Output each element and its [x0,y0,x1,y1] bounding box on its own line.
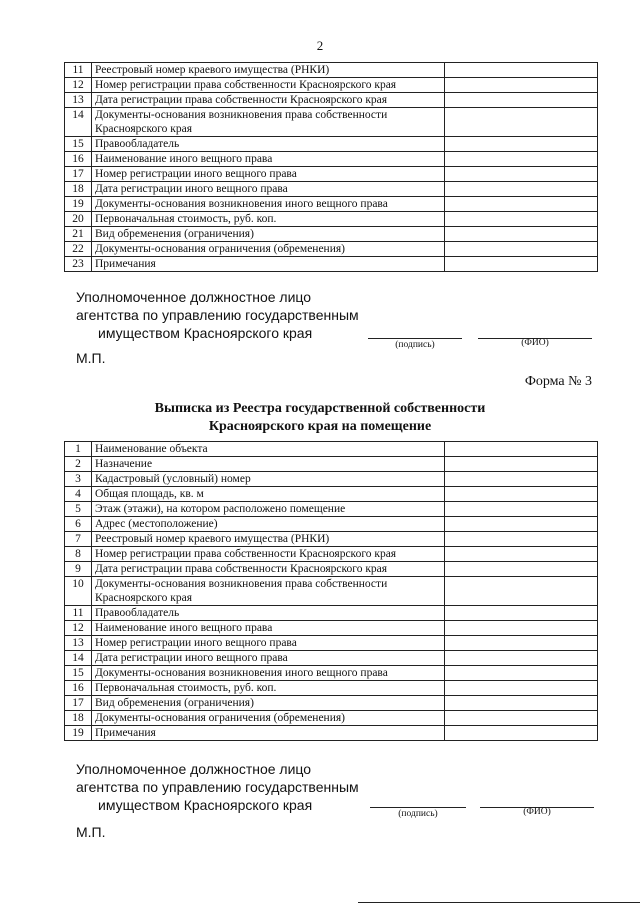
row-value [445,442,598,457]
row-label: Документы-основания возникновения права собственности Красноярского края [92,577,445,606]
row-number: 19 [65,726,92,741]
row-value [445,532,598,547]
signature-line-1 [368,338,462,339]
table-body [65,63,598,272]
row-number: 22 [65,242,92,257]
row-value [445,457,598,472]
row-value [445,212,598,227]
row-number: 14 [65,108,92,137]
row-number: 18 [65,182,92,197]
row-value [445,182,598,197]
table-row [65,108,598,137]
row-number: 15 [65,137,92,152]
row-value [445,621,598,636]
signature-caption-2: (подпись) [398,809,438,819]
row-number: 5 [65,502,92,517]
row-value [445,257,598,272]
official-line-3: имуществом Красноярского края [98,325,313,341]
row-label: Правообладатель [92,606,445,621]
row-label: Дата регистрации права собственности Красноярского края [92,93,445,108]
row-label: Назначение [92,457,445,472]
table-row [65,621,598,636]
official-block-1 [76,288,359,342]
row-number: 10 [65,577,92,606]
row-value [445,167,598,182]
row-number: 16 [65,681,92,696]
stamp-place-1: М.П. [76,350,106,366]
registry-table-premises [64,441,598,741]
row-number: 16 [65,152,92,167]
signature-caption-1: (подпись) [395,340,435,350]
table-row [65,666,598,681]
row-value [445,651,598,666]
row-value [445,63,598,78]
row-number: 2 [65,457,92,472]
signature-line-2 [370,807,466,808]
row-label: Дата регистрации иного вещного права [92,182,445,197]
registry-table-continuation [64,62,598,272]
table-row [65,636,598,651]
row-value [445,696,598,711]
row-label: Наименование иного вещного права [92,621,445,636]
official-line-1: Уполномоченное должностное лицо [76,289,312,305]
row-value [445,242,598,257]
table-row [65,227,598,242]
row-number: 12 [65,78,92,93]
row-number: 4 [65,487,92,502]
row-number: 18 [65,711,92,726]
row-number: 1 [65,442,92,457]
table-row [65,472,598,487]
row-number: 12 [65,621,92,636]
row-value [445,517,598,532]
row-label: Первоначальная стоимость, руб. коп. [92,212,445,227]
row-value [445,137,598,152]
table-row [65,517,598,532]
row-label: Дата регистрации иного вещного права [92,651,445,666]
page-number: 2 [316,38,324,53]
footer-rule [358,902,640,903]
row-value [445,227,598,242]
row-value [445,547,598,562]
row-number: 6 [65,517,92,532]
row-value [445,78,598,93]
row-label: Документы-основания возникновения права собственности Красноярского края [92,108,445,137]
row-label: Документы-основания возникновения иного вещного права [92,197,445,212]
row-label: Общая площадь, кв. м [92,487,445,502]
row-value [445,108,598,137]
row-number: 17 [65,167,92,182]
fio-caption-1: (ФИО) [521,338,549,348]
title-line-1: Выписка из Реестра государственной собственности [154,401,486,416]
row-number: 21 [65,227,92,242]
row-value [445,711,598,726]
title-line-2: Красноярского края на помещение [208,419,432,434]
table-row [65,442,598,457]
document-title [0,400,640,436]
fio-caption-2: (ФИО) [523,807,551,817]
official-block-2 [76,760,359,814]
row-value [445,606,598,621]
table-row [65,726,598,741]
row-label: Первоначальная стоимость, руб. коп. [92,681,445,696]
table-body [65,442,598,741]
row-number: 7 [65,532,92,547]
row-label: Примечания [92,726,445,741]
row-label: Вид обременения (ограничения) [92,227,445,242]
table-row [65,93,598,108]
row-label: Документы-основания ограничения (обременения) [92,711,445,726]
table-row [65,606,598,621]
table-row [65,651,598,666]
table-row [65,257,598,272]
table-row [65,242,598,257]
table-row [65,532,598,547]
row-label: Номер регистрации права собственности Красноярского края [92,78,445,93]
table-row [65,137,598,152]
row-number: 19 [65,197,92,212]
row-value [445,577,598,606]
table-row [65,182,598,197]
table-row [65,152,598,167]
row-value [445,562,598,577]
row-label: Реестровый номер краевого имущества (РНКИ) [92,63,445,78]
table-row [65,696,598,711]
row-number: 11 [65,63,92,78]
table-row [65,681,598,696]
row-value [445,726,598,741]
row-number: 9 [65,562,92,577]
table-row [65,487,598,502]
table-row [65,167,598,182]
row-label: Наименование объекта [92,442,445,457]
table-row [65,63,598,78]
row-label: Кадастровый (условный) номер [92,472,445,487]
row-number: 15 [65,666,92,681]
row-value [445,487,598,502]
official-line-3: имуществом Красноярского края [98,797,313,813]
row-label: Дата регистрации права собственности Красноярского края [92,562,445,577]
form-number: Форма № 3 [524,374,592,389]
row-label: Этаж (этажи), на котором расположено помещение [92,502,445,517]
row-value [445,152,598,167]
row-number: 3 [65,472,92,487]
row-label: Адрес (местоположение) [92,517,445,532]
table-row [65,212,598,227]
row-value [445,666,598,681]
stamp-place-2: М.П. [76,824,106,840]
row-label: Номер регистрации иного вещного права [92,167,445,182]
row-label: Реестровый номер краевого имущества (РНКИ) [92,532,445,547]
table-row [65,457,598,472]
row-value [445,472,598,487]
row-value [445,502,598,517]
row-number: 23 [65,257,92,272]
table-row [65,562,598,577]
row-value [445,681,598,696]
row-number: 13 [65,93,92,108]
table-row [65,711,598,726]
table-row [65,502,598,517]
row-value [445,197,598,212]
official-line-1: Уполномоченное должностное лицо [76,761,312,777]
table-row [65,547,598,562]
row-number: 14 [65,651,92,666]
row-label: Вид обременения (ограничения) [92,696,445,711]
row-value [445,636,598,651]
table-row [65,577,598,606]
official-line-2: агентства по управлению государственным [76,307,359,323]
row-number: 8 [65,547,92,562]
row-label: Номер регистрации иного вещного права [92,636,445,651]
row-number: 13 [65,636,92,651]
row-value [445,93,598,108]
table-row [65,78,598,93]
row-number: 20 [65,212,92,227]
row-number: 11 [65,606,92,621]
official-line-2: агентства по управлению государственным [76,779,359,795]
row-label: Наименование иного вещного права [92,152,445,167]
row-label: Документы-основания возникновения иного вещного права [92,666,445,681]
row-label: Документы-основания ограничения (обременения) [92,242,445,257]
table-row [65,197,598,212]
row-number: 17 [65,696,92,711]
row-label: Примечания [92,257,445,272]
row-label: Номер регистрации права собственности Красноярского края [92,547,445,562]
row-label: Правообладатель [92,137,445,152]
